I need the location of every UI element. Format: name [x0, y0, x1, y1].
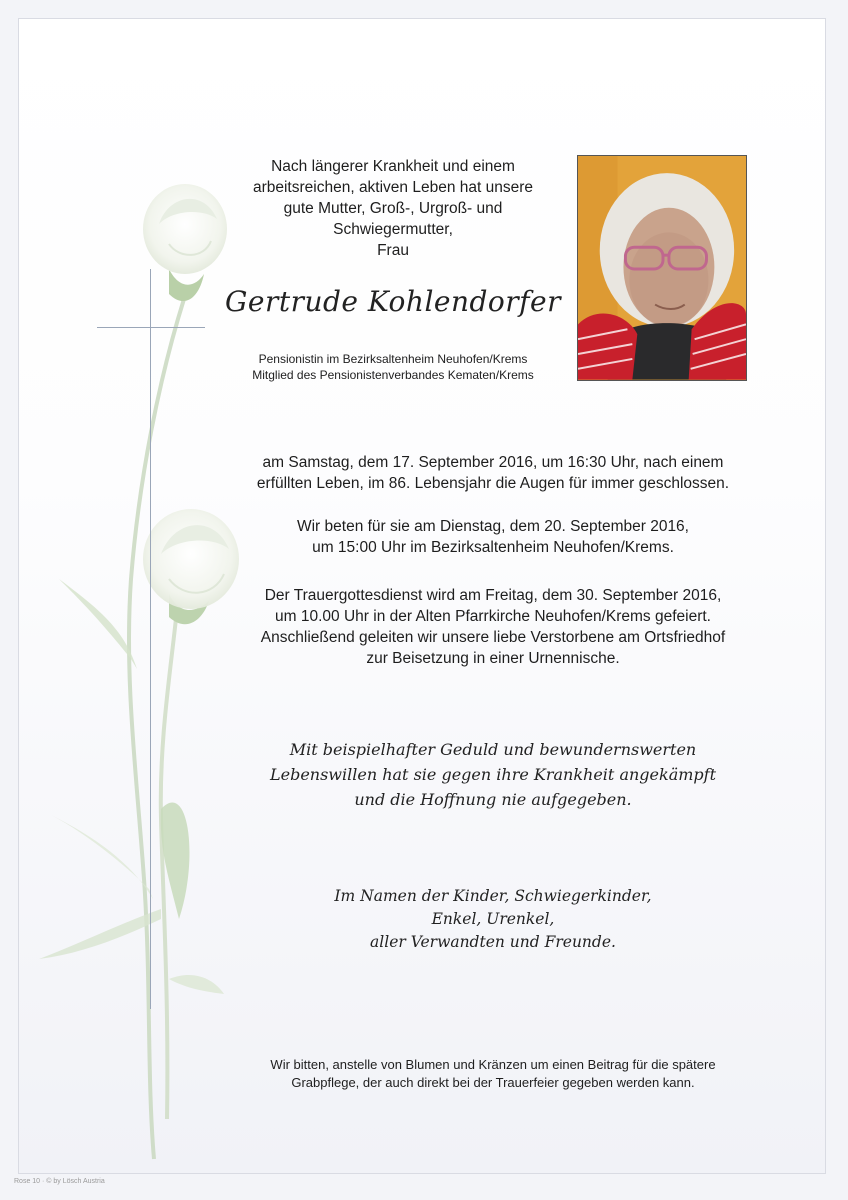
affiliation-line: Pensionistin im Bezirksaltenheim Neuhofen/Krems [258, 352, 528, 366]
cross-vertical-line [150, 269, 151, 1009]
intro-line: arbeitsreichen, aktiven Leben hat unsere [252, 179, 534, 196]
intro-line: Frau [377, 242, 409, 259]
tribute-text [219, 737, 767, 812]
intro-line: gute Mutter, Groß-, Urgroß- und [283, 200, 503, 217]
intro-text [219, 156, 567, 261]
mourners-text [219, 885, 767, 954]
print-credit: Rose 10 · © by Lösch Austria [14, 1178, 105, 1185]
tribute-line: Lebenswillen hat sie gegen ihre Krankheit angekämpft [269, 765, 716, 784]
death-notice [219, 452, 767, 494]
death-notice-line: am Samstag, dem 17. September 2016, um 16:30 Uhr, nach einem [262, 454, 724, 471]
mourners-line: Enkel, Urenkel, [431, 910, 555, 928]
intro-line: Nach längerer Krankheit und einem [271, 158, 515, 175]
affiliations [219, 351, 567, 383]
death-notice-line: erfüllten Leben, im 86. Lebensjahr die Augen für immer geschlossen. [256, 475, 730, 492]
mourners-line: Im Namen der Kinder, Schwiegerkinder, [334, 887, 652, 905]
funeral-line: um 10.00 Uhr in der Alten Pfarrkirche Neuhofen/Krems gefeiert. [275, 608, 711, 625]
request-line: Grabpflege, der auch direkt bei der Trauerfeier gegeben werden kann. [291, 1075, 695, 1090]
obituary-card [18, 18, 826, 1174]
tribute-line: Mit beispielhafter Geduld und bewundernswerten [289, 740, 697, 759]
deceased-name: Gertrude Kohlendorfer [225, 285, 561, 318]
donation-request [219, 1056, 767, 1092]
intro-line: Schwiegermutter, [333, 221, 453, 238]
funeral-line: zur Beisetzung in einer Urnennische. [366, 650, 620, 667]
prayer-line: um 15:00 Uhr im Bezirksaltenheim Neuhofen/Krems. [312, 539, 674, 556]
funeral-line: Anschließend geleiten wir unsere liebe Verstorbene am Ortsfriedhof [260, 629, 726, 646]
mourners-line: aller Verwandten und Freunde. [370, 933, 616, 951]
prayer-line: Wir beten für sie am Dienstag, dem 20. September 2016, [296, 518, 689, 535]
prayer-notice [219, 516, 767, 558]
request-line: Wir bitten, anstelle von Blumen und Kränzen um einen Beitrag für die spätere [270, 1057, 716, 1072]
tribute-line: und die Hoffnung nie aufgegeben. [354, 790, 632, 809]
funeral-line: Der Trauergottesdienst wird am Freitag, dem 30. September 2016, [264, 587, 722, 604]
portrait-photo [577, 155, 747, 381]
cross-horizontal-line [97, 327, 205, 328]
affiliation-line: Mitglied des Pensionistenverbandes Kematen/Krems [252, 368, 534, 382]
funeral-notice [219, 585, 767, 669]
